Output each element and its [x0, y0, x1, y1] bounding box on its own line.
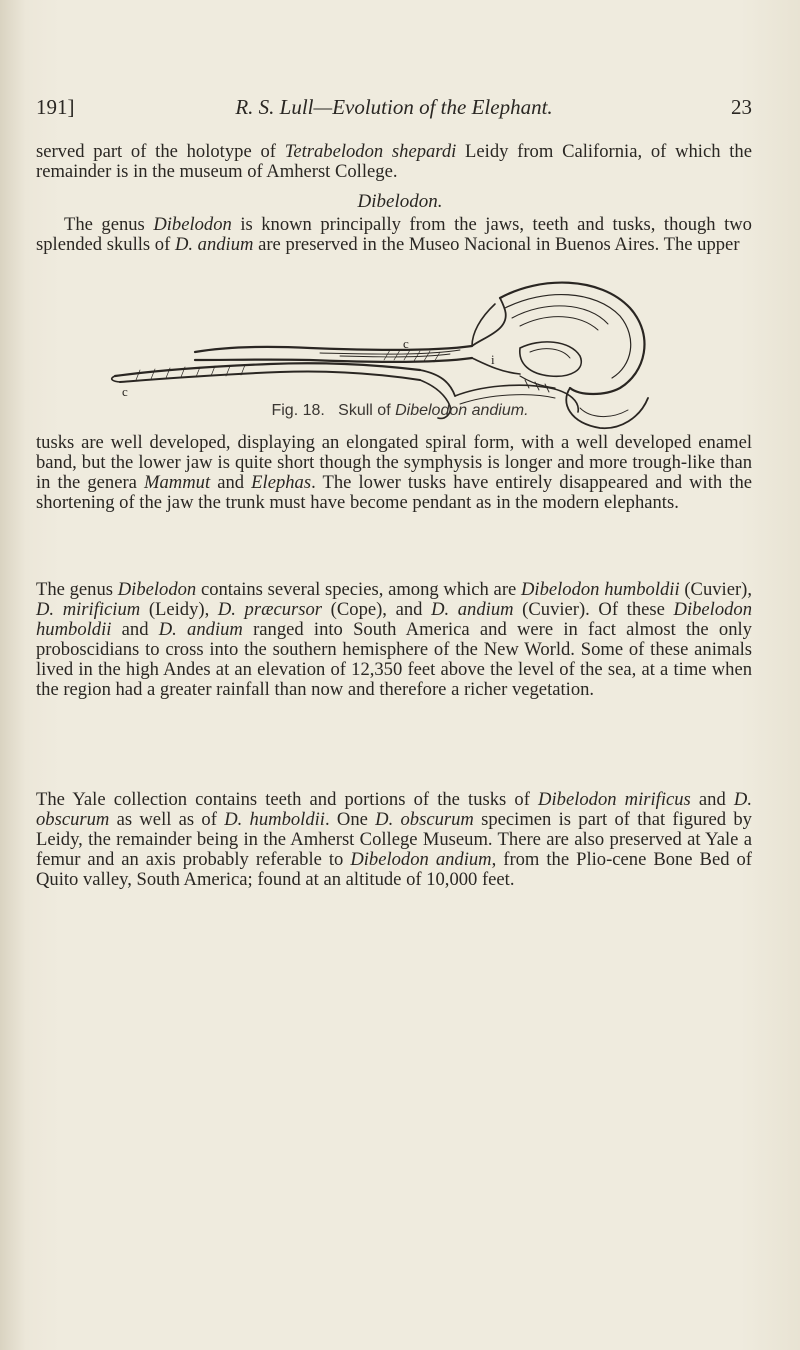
species-name: D. obscurum — [375, 809, 474, 830]
genus-name: Dibelodon — [117, 579, 197, 600]
species-name: Tetrabelodon shepardi — [284, 141, 457, 162]
paragraph-text: and — [210, 472, 252, 493]
page-left-marker: 191] — [36, 95, 75, 119]
paragraph-text: . The lower tusks have entirely disappeared and with the shortening of the jaw the trunk must have become pendant as in the modern elephants. — [36, 472, 752, 513]
paragraph-text: , from the Plio-cene Bone Bed of Quito valley, South America; found at an altitude of 10,000 feet. — [36, 849, 752, 890]
paragraph-text: The genus — [64, 214, 154, 235]
yale-paragraph — [36, 790, 752, 890]
running-header — [36, 95, 752, 125]
paragraph-text: (Leidy), — [140, 599, 218, 620]
running-title: R. S. Lull—Evolution of the Elephant. — [235, 95, 553, 119]
genus-name: Mammut — [144, 472, 211, 493]
paragraph-text: contains several species, among which are — [196, 579, 521, 600]
species-name: D. andium — [158, 619, 243, 640]
genus-name: Elephas — [251, 472, 312, 493]
label-c-upper: c — [403, 336, 409, 351]
species-name: D. præcursor — [217, 599, 323, 620]
species-name: D. humboldii — [224, 809, 325, 830]
paragraph-text: and — [690, 789, 734, 810]
paragraph-text: The genus — [36, 579, 118, 600]
tusks-paragraph — [36, 433, 752, 513]
paragraph-text: tusks are well developed, displaying an elongated spiral form, with a well developed enamel band, but the lower jaw is quite short though the symphysis is longer and more trough-like than in the genera — [36, 432, 752, 493]
paragraph-text: specimen is part of that figured by Leidy, the remainder being in the Amherst College Museum. There are also preserved at Yale a femur and an axis probably referable to — [36, 809, 752, 870]
paragraph-text: ranged into South America and were in fact almost the only proboscidians to cross into the southern hemisphere of the New World. Some of these animals lived in the high Andes at an elevation of 12,350 feet above the level of the sea, at a time when the region had a greater rainfall than now and therefore a richer vegetation. — [36, 619, 752, 700]
paragraph-text: is known principally from the jaws, teeth and tusks, though two splended skulls of — [36, 214, 752, 255]
species-name: Dibelodon humboldii — [36, 599, 753, 640]
section-heading: Dibelodon. — [357, 191, 443, 212]
intro-text: served part of the holotype of — [36, 141, 285, 162]
species-name: Dibelodon mirificus — [538, 789, 691, 810]
paragraph-text: (Cope), and — [322, 599, 432, 620]
genus-name: Dibelodon — [153, 214, 232, 235]
label-i: i — [491, 352, 495, 367]
species-paragraph — [36, 580, 752, 700]
species-name: Dibelodon humboldii — [520, 579, 680, 600]
paragraph-text: (Cuvier). Of these — [513, 599, 674, 620]
caption-text: Skull of — [338, 402, 396, 419]
species-name: Dibelodon andium — [350, 849, 492, 870]
species-name: D. andium — [174, 234, 254, 255]
figure-label: Fig. 18. — [271, 402, 325, 419]
paragraph-text: are preserved in the Museo Nacional in Buenos Aires. The upper — [253, 234, 740, 255]
species-name: D. obscurum — [36, 789, 752, 830]
paragraph-text: (Cuvier), — [679, 579, 752, 600]
intro-text: Leidy from California, of which the remainder is in the museum of Amherst College. — [36, 141, 752, 182]
species-name: D. mirificium — [36, 599, 141, 620]
genus-paragraph — [36, 215, 752, 255]
paragraph-text: as well as of — [109, 809, 225, 830]
intro-paragraph — [36, 142, 752, 182]
figure-caption — [0, 402, 800, 420]
paragraph-text: The Yale collection contains teeth and portions of the tusks of — [36, 789, 539, 810]
label-c-lower: c — [122, 384, 128, 399]
skull-drawing — [100, 278, 660, 448]
skull-illustration — [100, 278, 660, 448]
caption-species: Dibelodon andium. — [395, 402, 529, 419]
paragraph-text: . One — [324, 809, 376, 830]
paragraph-text: and — [111, 619, 159, 640]
species-name: D. andium — [431, 599, 514, 620]
page-number: 23 — [731, 95, 752, 119]
